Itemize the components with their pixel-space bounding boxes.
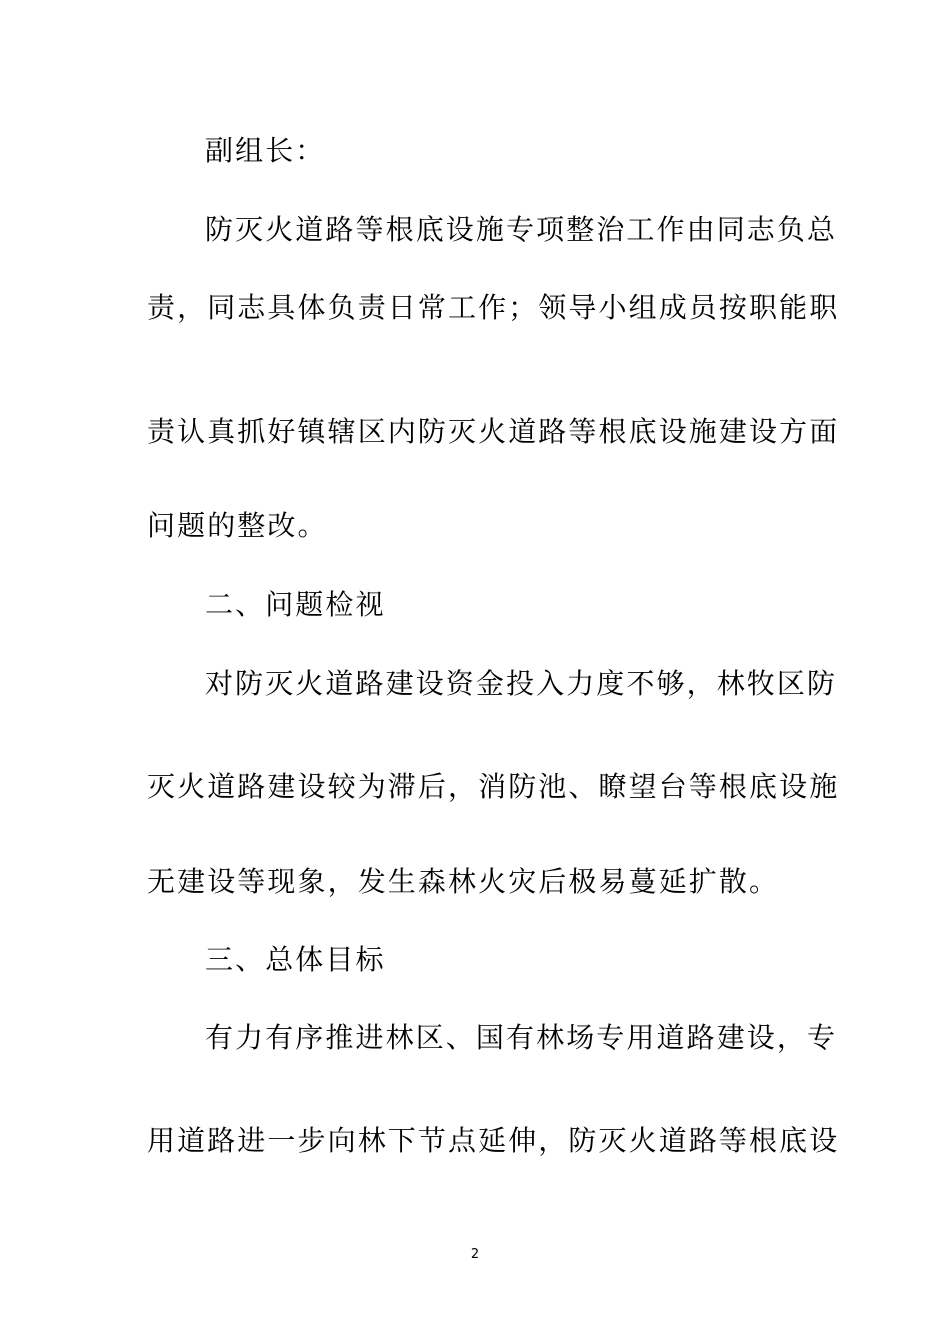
paragraph-line: 防灭火道路等根底设施专项整治工作由同志负总 (205, 213, 838, 246)
paragraph-line: 问题的整改。 (147, 509, 328, 542)
paragraph-line: 对防灭火道路建设资金投入力度不够，林牧区防 (205, 667, 838, 700)
paragraph-line: 无建设等现象，发生森林火灾后极易蔓延扩散。 (147, 865, 780, 898)
section-heading-overall-goal: 三、总体目标 (205, 943, 386, 976)
paragraph-line: 责，同志具体负责日常工作；领导小组成员按职能职 (147, 291, 840, 324)
paragraph-line: 责认真抓好镇辖区内防灭火道路等根底设施建设方面 (147, 415, 840, 448)
page-number: 2 (470, 1247, 480, 1262)
section-heading-problem-review: 二、问题检视 (205, 588, 386, 621)
deputy-leader-label: 副组长： (205, 134, 326, 167)
paragraph-line: 用道路进一步向林下节点延伸，防灭火道路等根底设 (147, 1124, 840, 1157)
paragraph-line: 灭火道路建设较为滞后，消防池、瞭望台等根底设施 (147, 770, 840, 803)
paragraph-line: 有力有序推进林区、国有林场专用道路建设，专 (205, 1021, 838, 1054)
